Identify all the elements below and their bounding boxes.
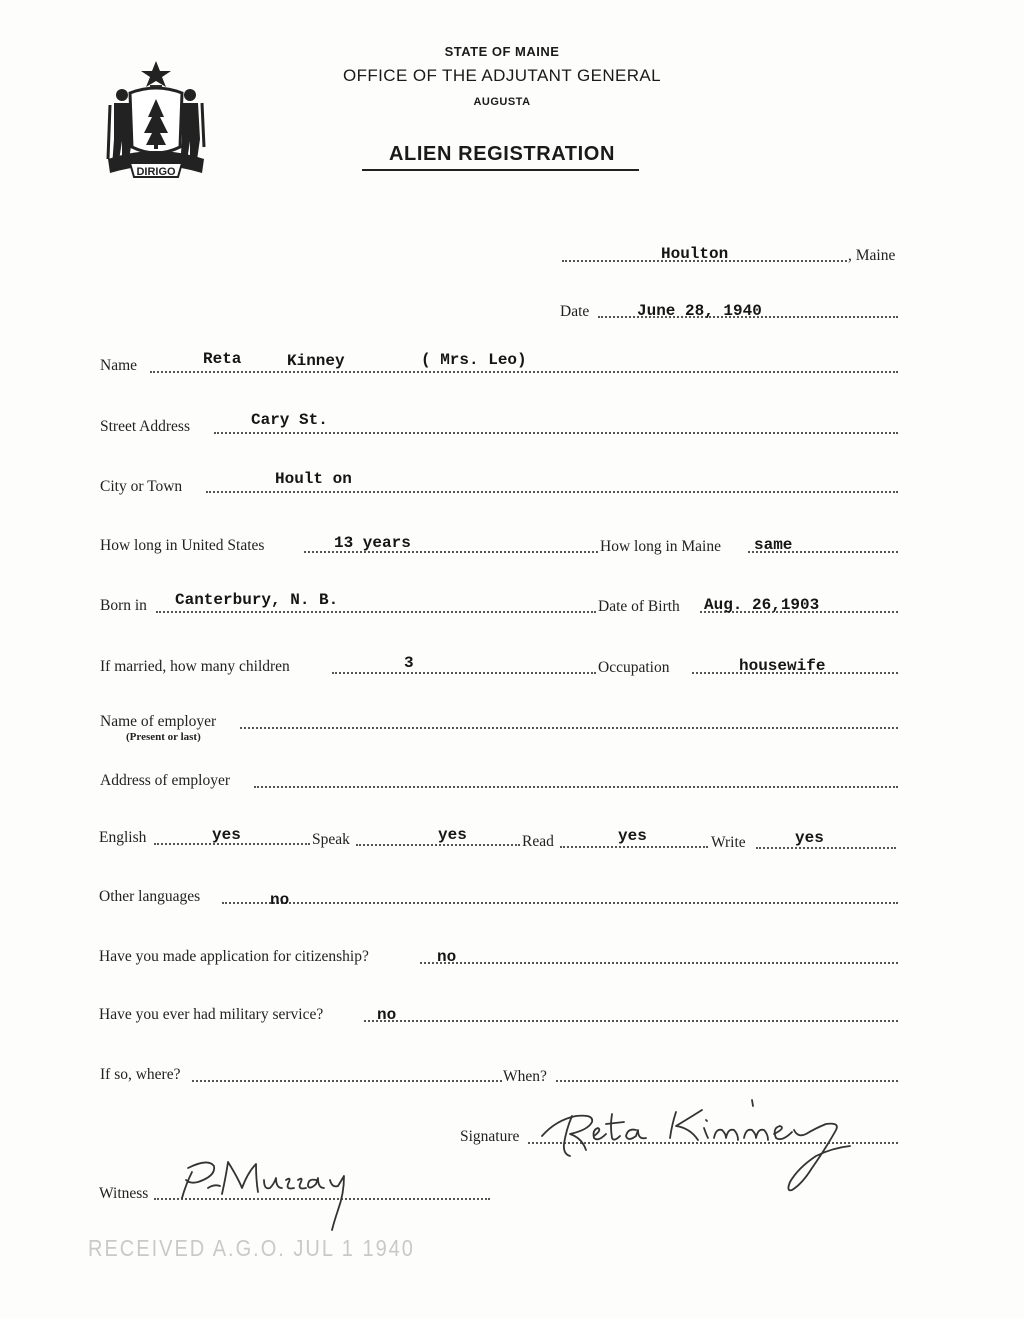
occupation-label: Occupation: [598, 659, 670, 676]
write-value: yes: [795, 829, 824, 847]
header-city: AUGUSTA: [473, 96, 531, 108]
dob-label: Date of Birth: [598, 598, 680, 615]
employer-name-sublabel: (Present or last): [126, 731, 201, 743]
street-line: [214, 432, 898, 434]
title-underline: [362, 169, 639, 171]
how-long-us-label: How long in United States: [100, 537, 265, 554]
citizenship-line: [420, 962, 898, 964]
city-label: City or Town: [100, 478, 183, 495]
other-languages-line: [222, 902, 898, 904]
where-line: [192, 1080, 502, 1082]
citizenship-label: Have you made application for citizenship?: [99, 948, 369, 965]
date-label: Date: [560, 303, 590, 320]
signature-handwriting: [536, 1098, 860, 1196]
children-label: If married, how many children: [100, 658, 290, 675]
speak-label: Speak: [312, 831, 350, 848]
how-long-maine-label: How long in Maine: [600, 538, 721, 555]
name-label: Name: [100, 357, 138, 374]
location-suffix: , Maine: [848, 247, 896, 264]
where-label: If so, where?: [100, 1066, 181, 1083]
header-state: STATE OF MAINE: [444, 44, 560, 59]
read-value: yes: [618, 827, 647, 845]
name-extra: ( Mrs. Leo): [421, 351, 527, 369]
citizenship-value: no: [437, 948, 457, 966]
city-line: [206, 491, 898, 493]
employer-name-label: Name of employer: [100, 713, 217, 730]
military-line: [364, 1020, 898, 1022]
military-label: Have you ever had military service?: [99, 1006, 324, 1023]
other-languages-label: Other languages: [99, 888, 201, 905]
name-line: [150, 371, 898, 373]
english-label: English: [99, 829, 147, 846]
speak-value: yes: [438, 826, 467, 844]
write-label: Write: [711, 834, 746, 851]
born-in-value: Canterbury, N. B.: [175, 591, 339, 609]
date-value: June 28, 1940: [637, 302, 762, 320]
born-in-line: [156, 611, 596, 613]
dob-value: Aug. 26,1903: [704, 596, 820, 614]
received-stamp: RECEIVED A.G.O. JUL 1 1940: [88, 1236, 415, 1262]
name-last: Kinney: [287, 352, 345, 370]
city-value: Hoult on: [275, 470, 352, 488]
name-first: Reta: [203, 350, 242, 368]
occupation-value: housewife: [739, 657, 826, 675]
form-title: ALIEN REGISTRATION: [389, 143, 615, 165]
location-value: Houlton: [661, 245, 729, 263]
read-label: Read: [522, 833, 554, 850]
employer-name-line: [240, 727, 898, 729]
header-office: OFFICE OF THE ADJUTANT GENERAL: [342, 66, 662, 85]
english-value: yes: [212, 826, 241, 844]
children-value: 3: [404, 654, 414, 672]
employer-address-label: Address of employer: [100, 772, 230, 789]
other-languages-value: no: [270, 891, 290, 909]
street-label: Street Address: [100, 418, 190, 435]
employer-address-line: [254, 786, 898, 788]
svg-text:DIRIGO: DIRIGO: [136, 166, 176, 178]
street-value: Cary St.: [251, 411, 328, 429]
speak-line: [356, 844, 520, 846]
when-line: [556, 1080, 898, 1082]
how-long-us-value: 13 years: [334, 534, 411, 552]
when-label: When?: [503, 1068, 547, 1085]
children-line: [332, 672, 596, 674]
born-in-label: Born in: [100, 597, 147, 614]
witness-label: Witness: [99, 1185, 149, 1202]
how-long-maine-value: same: [754, 536, 793, 554]
write-line: [756, 847, 896, 849]
military-value: no: [377, 1006, 397, 1024]
signature-label: Signature: [460, 1128, 520, 1145]
witness-handwriting: [168, 1150, 388, 1232]
read-line: [560, 846, 708, 848]
